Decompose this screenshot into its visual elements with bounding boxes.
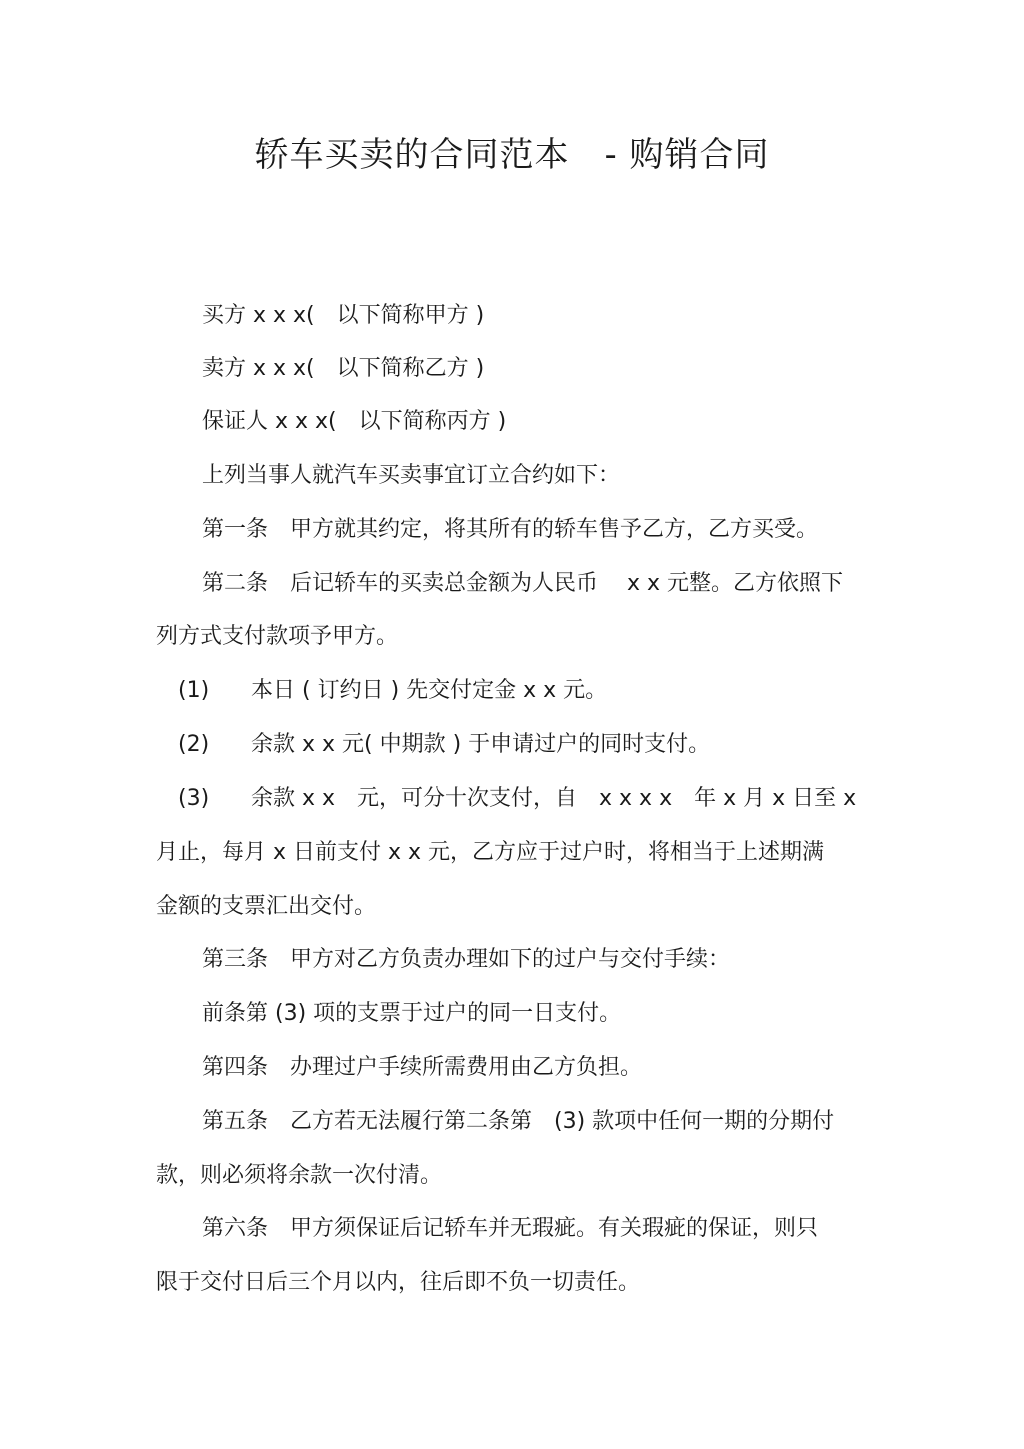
item-2-number: (2) bbox=[178, 732, 210, 757]
item-3-text-line-1: 余款 x x 元，可分十次支付，自 x x x x 年 x 月 x 日至 x bbox=[251, 786, 857, 811]
preamble-line: 上列当事人就汽车买卖事宜订立合约如下： bbox=[202, 463, 621, 488]
article-5-line-2: 款，则必须将余款一次付清。 bbox=[156, 1163, 443, 1188]
article-3: 第三条 甲方对乙方负责办理如下的过户与交付手续： bbox=[202, 947, 731, 972]
article-6-line-1: 第六条 甲方须保证后记轿车并无瑕疵。有关瑕疵的保证，则只 bbox=[202, 1216, 819, 1241]
article-2-line-1: 第二条 后记轿车的买卖总金额为人民币 x x 元整。乙方依照下 bbox=[202, 571, 844, 596]
document-title: 轿车买卖的合同范本 - 购销合同 bbox=[254, 135, 770, 175]
article-4: 第四条 办理过户手续所需费用由乙方负担。 bbox=[202, 1055, 643, 1080]
article-6-line-2: 限于交付日后三个月以内，往后即不负一切责任。 bbox=[156, 1270, 641, 1295]
article-5-line-1: 第五条 乙方若无法履行第二条第 (3) 款项中任何一期的分期付 bbox=[202, 1109, 835, 1134]
item-1-number: (1) bbox=[178, 678, 210, 703]
seller-line: 卖方 x x x( 以下简称乙方 ) bbox=[202, 356, 485, 381]
guarantor-line: 保证人 x x x( 以下简称丙方 ) bbox=[202, 409, 507, 434]
buyer-line: 买方 x x x( 以下简称甲方 ) bbox=[202, 303, 485, 328]
article-2-line-2: 列方式支付款项予甲方。 bbox=[156, 624, 399, 649]
item-3-number: (3) bbox=[178, 786, 210, 811]
article-1: 第一条 甲方就其约定，将其所有的轿车售予乙方，乙方买受。 bbox=[202, 517, 819, 542]
article-3-detail: 前条第 (3) 项的支票于过户的同一日支付。 bbox=[202, 1001, 622, 1026]
item-3-text-line-2: 月止，每月 x 日前支付 x x 元，乙方应于过户时，将相当于上述期满 bbox=[156, 840, 825, 865]
item-2-text: 余款 x x 元( 中期款 ) 于申请过户的同时支付。 bbox=[251, 732, 711, 757]
item-1-text: 本日 ( 订约日 ) 先交付定金 x x 元。 bbox=[251, 678, 608, 703]
item-3-text-line-3: 金额的支票汇出交付。 bbox=[156, 894, 377, 919]
